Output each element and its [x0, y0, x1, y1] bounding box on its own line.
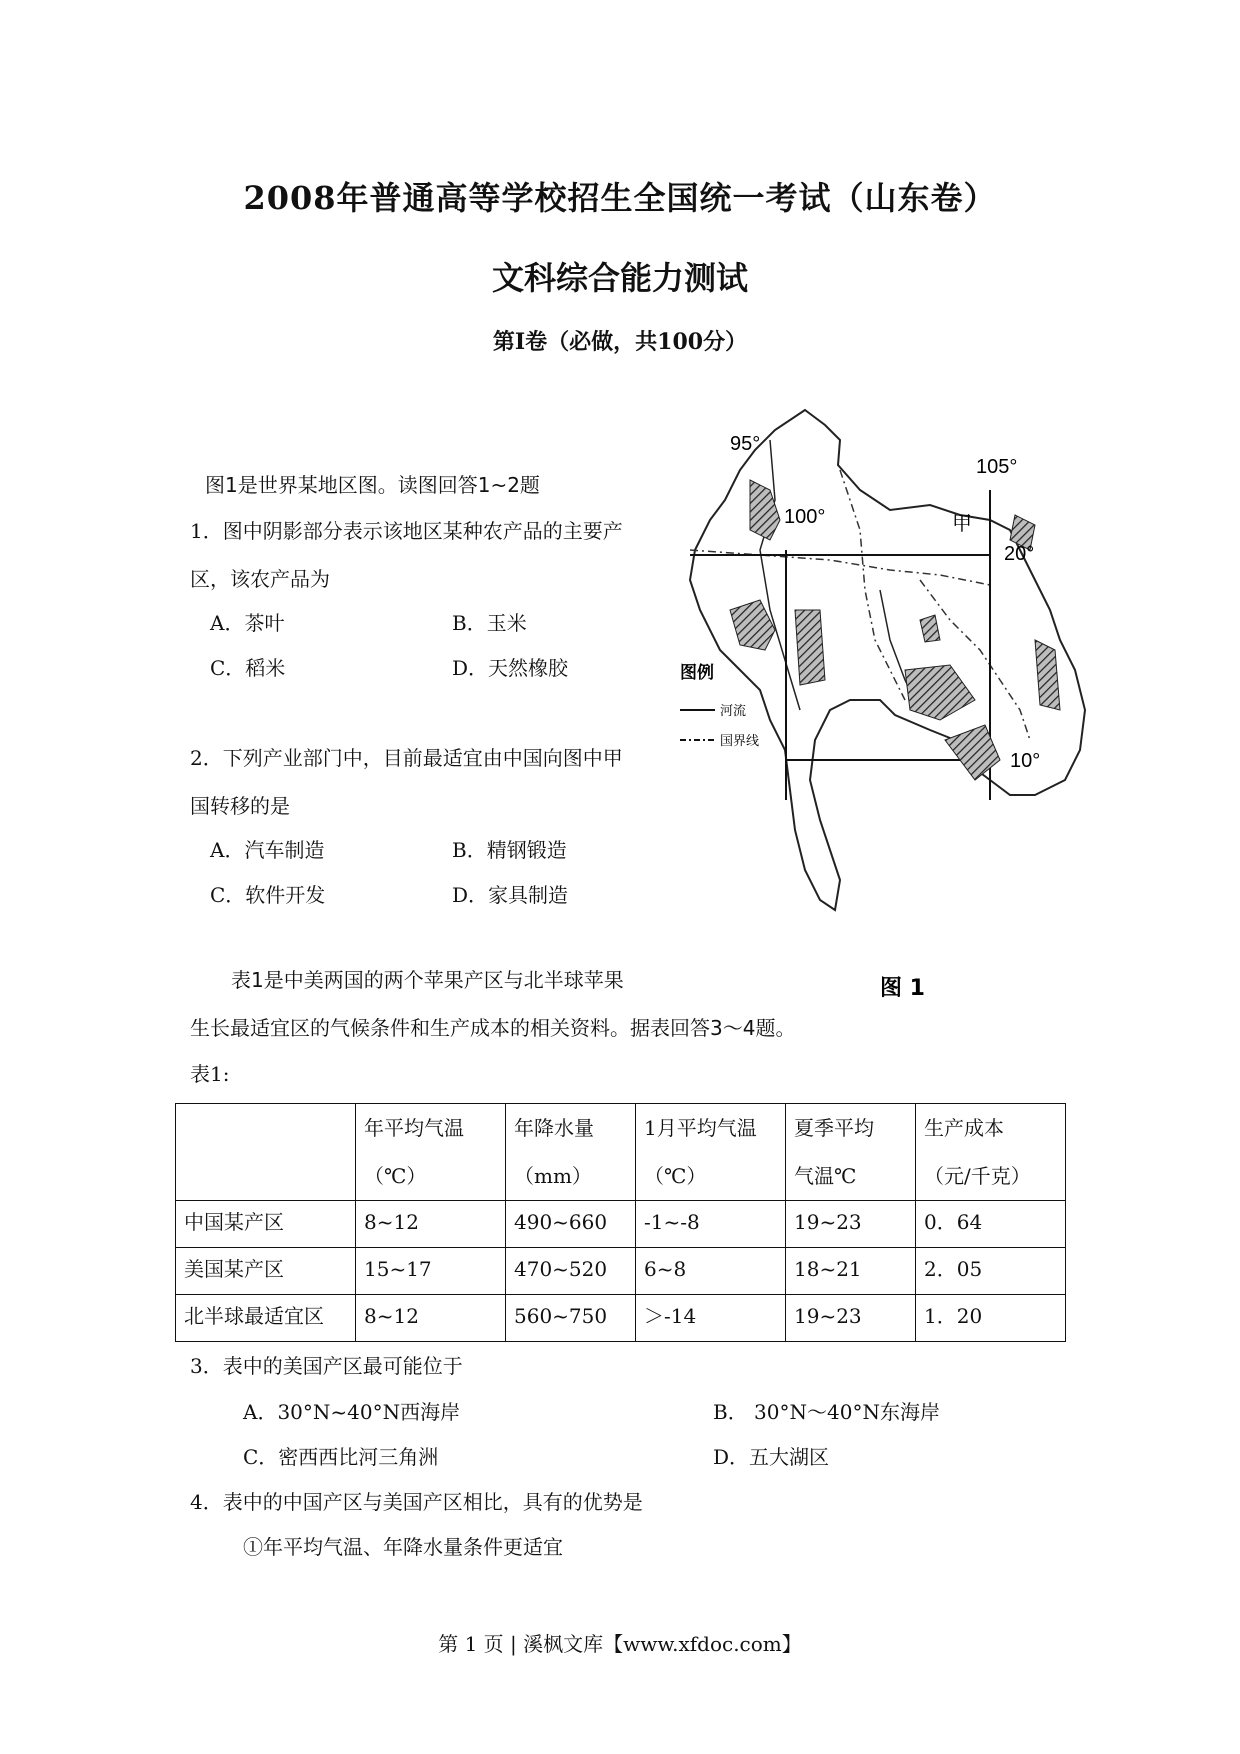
figure-caption: 图 1	[880, 976, 925, 1001]
q1-stem-line2: 区，该农产品为	[190, 567, 330, 591]
shaded-area	[795, 610, 825, 685]
table-cell: ＞-14	[636, 1295, 786, 1342]
table-cell: 美国某产区	[176, 1248, 356, 1295]
q1-option-c: C．稻米	[210, 656, 286, 680]
legend-river-label: 河流	[720, 704, 747, 719]
label-10: 10°	[1010, 750, 1041, 772]
river-line	[760, 440, 800, 710]
table-cell: 15~17	[356, 1248, 506, 1295]
shaded-area	[905, 665, 975, 720]
exam-title: 2008年普通高等学校招生全国统一考试（山东卷）	[243, 179, 997, 217]
label-95: 95°	[730, 433, 761, 455]
table-cell: 19~23	[786, 1201, 916, 1248]
section-heading: 第Ⅰ卷（必做，共100分）	[492, 329, 748, 355]
table-cell: -1~-8	[636, 1201, 786, 1248]
q3-option-b: B． 30°N～40°N东海岸	[713, 1400, 940, 1424]
shaded-area	[730, 600, 775, 650]
table-row	[176, 1248, 1066, 1295]
label-20: 20°	[1004, 543, 1035, 565]
apple-climate-table	[175, 1103, 1066, 1342]
region-map-figure	[680, 410, 1110, 1010]
legend-title: 图例	[680, 663, 714, 683]
shaded-area	[920, 615, 940, 642]
legend-border-label: 国界线	[720, 734, 760, 749]
table-cell: 470~520	[506, 1248, 636, 1295]
table-cell: 0．64	[916, 1201, 1066, 1248]
table-cell: 1．20	[916, 1295, 1066, 1342]
label-jia: 甲	[952, 511, 972, 535]
table-label: 表1:	[190, 1062, 230, 1086]
q3-option-a: A．30°N~40°N西海岸	[243, 1400, 461, 1424]
q4-stem: 4．表中的中国产区与美国产区相比，具有的优势是	[190, 1490, 643, 1514]
q4-item-1: ①年平均气温、年降水量条件更适宜	[243, 1535, 563, 1559]
label-100: 100°	[784, 506, 826, 528]
q3-option-d: D．五大湖区	[713, 1445, 830, 1469]
q2-stem-line1: 2．下列产业部门中，目前最适宜由中国向图中甲	[190, 746, 623, 770]
table-cell: 560~750	[506, 1295, 636, 1342]
coastline	[690, 410, 1085, 910]
q1-option-d: D．天然橡胶	[452, 656, 569, 680]
border-line	[840, 470, 905, 700]
q1-option-b: B．玉米	[452, 611, 527, 635]
table-cell: 8~12	[356, 1295, 506, 1342]
table-header-cell: 年降水量 （mm）	[506, 1104, 636, 1201]
table-header-cell: 生产成本 （元/千克）	[916, 1104, 1066, 1201]
intro-q1-2: 图1是世界某地区图。读图回答1~2题	[205, 473, 540, 497]
intro-q3-4-line2: 生长最适宜区的气候条件和生产成本的相关资料。据表回答3～4题。	[190, 1016, 796, 1040]
q3-option-c: C．密西西比河三角洲	[243, 1445, 439, 1469]
table-header-row	[176, 1104, 1066, 1201]
table-cell: 19~23	[786, 1295, 916, 1342]
table-cell: 18~21	[786, 1248, 916, 1295]
q2-option-d: D．家具制造	[452, 883, 569, 907]
q3-stem: 3．表中的美国产区最可能位于	[190, 1354, 463, 1378]
table-cell: 6~8	[636, 1248, 786, 1295]
q1-option-a: A．茶叶	[210, 611, 285, 635]
intro-q3-4-line1: 表1是中美两国的两个苹果产区与北半球苹果	[231, 968, 624, 992]
table-cell: 北半球最适宜区	[176, 1295, 356, 1342]
q2-option-a: A．汽车制造	[210, 838, 325, 862]
q2-option-c: C．软件开发	[210, 883, 326, 907]
q2-option-b: B．精钢锻造	[452, 838, 567, 862]
page-footer: 第 1 页 | 溪枫文库【www.xfdoc.com】	[438, 1632, 802, 1656]
table-header-cell: 年平均气温 （℃）	[356, 1104, 506, 1201]
shaded-area	[750, 480, 780, 540]
table-cell: 8~12	[356, 1201, 506, 1248]
q2-stem-line2: 国转移的是	[190, 794, 290, 818]
exam-subtitle: 文科综合能力测试	[491, 259, 748, 297]
table-cell: 490~660	[506, 1201, 636, 1248]
table-header-cell	[176, 1104, 356, 1201]
table-row	[176, 1295, 1066, 1342]
table-header-cell: 夏季平均 气温℃	[786, 1104, 916, 1201]
table-cell: 中国某产区	[176, 1201, 356, 1248]
shaded-area	[945, 725, 1000, 780]
q1-stem-line1: 1．图中阴影部分表示该地区某种农产品的主要产	[190, 519, 623, 543]
table-cell: 2．05	[916, 1248, 1066, 1295]
table-header-cell: 1月平均气温 （℃）	[636, 1104, 786, 1201]
label-105: 105°	[976, 456, 1018, 478]
table-row	[176, 1201, 1066, 1248]
shaded-area	[1035, 640, 1060, 710]
